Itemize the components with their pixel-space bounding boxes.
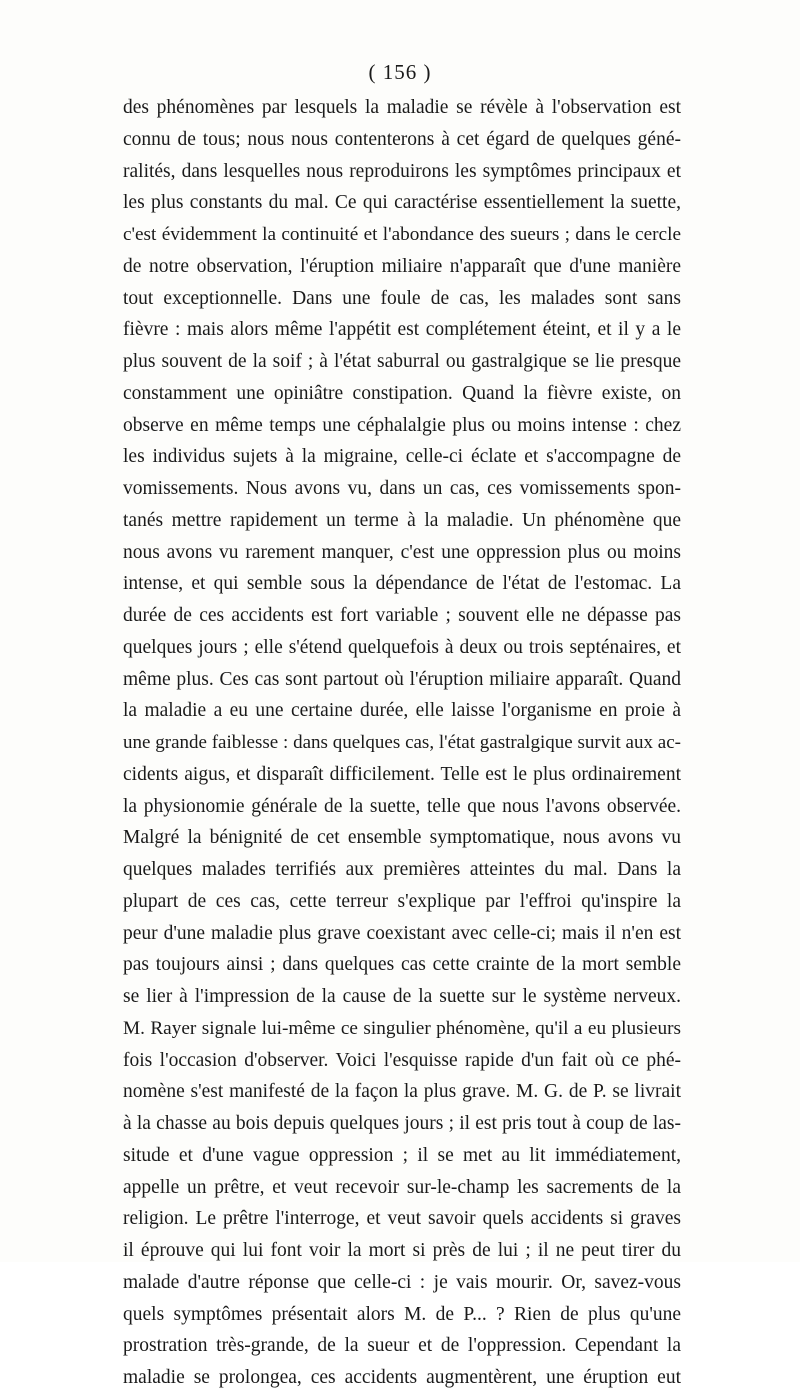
text-line: nous avons vu rarement manquer, c'est une oppression plus ou moins: [123, 541, 681, 563]
text-line: quels symptômes présentait alors M. de P... ? Rien de plus qu'une: [123, 1303, 681, 1325]
text-line: cidents aigus, et disparaît difficilement. Telle est le plus ordinairement: [123, 763, 681, 785]
text-line: vomissements. Nous avons vu, dans un cas, ces vomissements spon-: [123, 478, 681, 499]
text-line: plus souvent de la soif ; à l'état saburral ou gastralgique se lie presque: [123, 351, 681, 372]
text-line: tout exceptionnelle. Dans une foule de cas, les malades sont sans: [123, 287, 681, 309]
text-line: se lier à l'impression de la cause de la suette sur le système nerveux.: [123, 986, 681, 1007]
text-line: de notre observation, l'éruption miliaire n'apparaît que d'une manière: [123, 255, 681, 277]
text-line: observe en même temps une céphalalgie plus ou moins intense : chez: [123, 414, 681, 436]
text-line: connu de tous; nous nous contenterons à cet égard de quelques géné-: [123, 128, 681, 150]
text-line: quelques jours ; elle s'étend quelquefois à deux ou trois septénaires, et: [123, 636, 681, 658]
text-line: prostration très-grande, de la sueur et de l'oppression. Cependant la: [123, 1335, 681, 1357]
text-line: durée de ces accidents est fort variable ; souvent elle ne dépasse pas: [123, 605, 681, 626]
text-line: des phénomènes par lesquels la maladie se révèle à l'observation est: [123, 97, 681, 118]
text-line: une grande faiblesse : dans quelques cas, l'état gastralgique survit aux ac-: [123, 732, 681, 753]
text-line: Malgré la bénignité de cet ensemble symptomatique, nous avons vu: [123, 827, 681, 849]
text-line: religion. Le prêtre l'interroge, et veut savoir quels accidents si graves: [123, 1208, 681, 1230]
text-line: situde et d'une vague oppression ; il se met au lit immédiatement,: [123, 1144, 681, 1166]
text-line: les individus sujets à la migraine, celle-ci éclate et s'accompagne de: [123, 446, 681, 468]
text-line: même plus. Ces cas sont partout où l'éruption miliaire apparaît. Quand: [123, 668, 681, 690]
text-line: tanés mettre rapidement un terme à la maladie. Un phénomène que: [123, 509, 681, 531]
text-line: maladie se prolongea, ces accidents augmentèrent, une éruption eut: [123, 1367, 681, 1388]
text-line: plupart de ces cas, cette terreur s'explique par l'effroi qu'inspire la: [123, 890, 681, 912]
text-line: appelle un prêtre, et veut recevoir sur-le-champ les sacrements de la: [123, 1176, 681, 1198]
text-line: les plus constants du mal. Ce qui caractérise essentiellement la suette,: [123, 192, 681, 214]
text-line: fois l'occasion d'observer. Voici l'esquisse rapide d'un fait où ce phé-: [123, 1049, 681, 1071]
body-text: [123, 92, 681, 1394]
text-line: c'est évidemment la continuité et l'abondance des sueurs ; dans le cercle: [123, 224, 681, 245]
text-line: pas toujours ainsi ; dans quelques cas cette crainte de la mort semble: [123, 954, 681, 976]
text-line: M. Rayer signale lui-même ce singulier phénomène, qu'il a eu plusieurs: [123, 1017, 681, 1039]
text-line: à la chasse au bois depuis quelques jours ; il est pris tout à coup de las-: [123, 1113, 681, 1134]
text-line: quelques malades terrifiés aux premières atteintes du mal. Dans la: [123, 859, 681, 880]
text-line: intense, et qui semble sous la dépendance de l'état de l'estomac. La: [123, 573, 681, 595]
text-line: ralités, dans lesquelles nous reproduirons les symptômes principaux et: [123, 160, 681, 182]
text-line: fièvre : mais alors même l'appétit est complétement éteint, et il y a le: [123, 319, 681, 341]
text-line: il éprouve qui lui font voir la mort si près de lui ; il ne peut tirer du: [123, 1240, 681, 1261]
page-number: ( 156 ): [368, 60, 432, 84]
text-line: peur d'une maladie plus grave coexistant avec celle-ci; mais il n'en est: [123, 922, 681, 944]
text-line: la maladie a eu une certaine durée, elle laisse l'organisme en proie à: [123, 700, 681, 722]
text-line: la physionomie générale de la suette, telle que nous l'avons observée.: [123, 795, 681, 817]
text-line: malade d'autre réponse que celle-ci : je vais mourir. Or, savez-vous: [123, 1271, 681, 1293]
text-line: constamment une opiniâtre constipation. Quand la fièvre existe, on: [123, 382, 681, 404]
text-line: nomène s'est manifesté de la façon la plus grave. M. G. de P. se livrait: [123, 1081, 681, 1103]
